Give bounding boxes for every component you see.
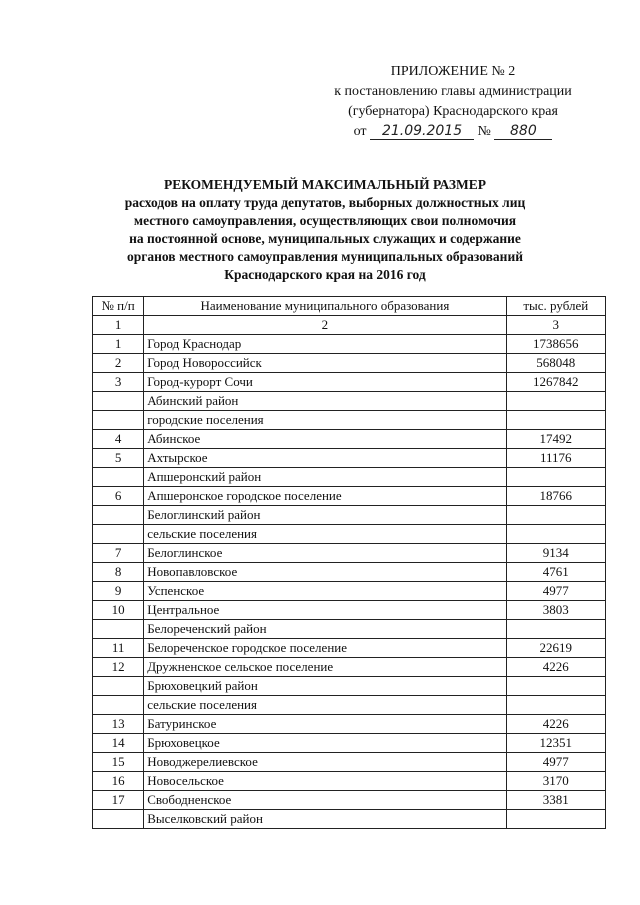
table-row <box>93 639 606 658</box>
municipality-name: Город Краснодар <box>144 335 506 354</box>
amount <box>506 392 605 411</box>
row-number: 4 <box>93 430 144 449</box>
handwritten-number: 880 <box>494 123 552 140</box>
table-row <box>93 810 606 829</box>
amount: 1267842 <box>506 373 605 392</box>
amount: 568048 <box>506 354 605 373</box>
row-number: 9 <box>93 582 144 601</box>
municipality-name: сельские поселения <box>144 525 506 544</box>
amount: 3170 <box>506 772 605 791</box>
row-number: 11 <box>93 639 144 658</box>
table-row <box>93 449 606 468</box>
from-label: от <box>353 124 367 139</box>
municipality-name: сельские поселения <box>144 696 506 715</box>
amount <box>506 677 605 696</box>
amount: 1738656 <box>506 335 605 354</box>
amount: 22619 <box>506 639 605 658</box>
budget-table <box>92 296 606 829</box>
amount <box>506 620 605 639</box>
title-line-6: Краснодарского края на 2016 год <box>224 267 426 282</box>
row-number: 3 <box>93 373 144 392</box>
amount: 4761 <box>506 563 605 582</box>
municipality-name: Город-курорт Сочи <box>144 373 506 392</box>
appendix-title: ПРИЛОЖЕНИЕ № 2 <box>390 64 516 79</box>
table-row <box>93 411 606 430</box>
row-number <box>93 620 144 639</box>
table-row <box>93 753 606 772</box>
amount: 3381 <box>506 791 605 810</box>
row-number <box>93 392 144 411</box>
handwritten-date: 21.09.2015 <box>370 123 474 140</box>
table-row <box>93 354 606 373</box>
row-number: 13 <box>93 715 144 734</box>
table-row <box>93 373 606 392</box>
row-number: 17 <box>93 791 144 810</box>
row-number: 8 <box>93 563 144 582</box>
amount <box>506 468 605 487</box>
municipality-name: Белоглинское <box>144 544 506 563</box>
table-row <box>93 696 606 715</box>
table-row <box>93 715 606 734</box>
title-line-5: органов местного самоуправления муниципальных образований <box>126 249 524 264</box>
title-line-4: на постоянной основе, муниципальных служащих и содержание <box>129 231 521 246</box>
row-number: 16 <box>93 772 144 791</box>
amount: 4977 <box>506 582 605 601</box>
amount <box>506 696 605 715</box>
amount: 3803 <box>506 601 605 620</box>
table-row <box>93 658 606 677</box>
municipality-name: Апшеронское городское поселение <box>144 487 506 506</box>
municipality-name: Абинский район <box>144 392 506 411</box>
amount: 4977 <box>506 753 605 772</box>
amount: 9134 <box>506 544 605 563</box>
number-label: № <box>477 124 491 139</box>
municipality-name: Выселковский район <box>144 810 506 829</box>
municipality-name: Белореченское городское поселение <box>144 639 506 658</box>
row-number <box>93 506 144 525</box>
row-number <box>93 468 144 487</box>
table-row <box>93 620 606 639</box>
appendix-subtitle-2: (губернатора) Краснодарского края <box>348 104 558 119</box>
row-number: 2 <box>93 354 144 373</box>
table-row <box>93 506 606 525</box>
table-row <box>93 601 606 620</box>
row-number: 7 <box>93 544 144 563</box>
municipality-name: Апшеронский район <box>144 468 506 487</box>
table-row <box>93 392 606 411</box>
amount <box>506 506 605 525</box>
column-number: 2 <box>144 316 506 335</box>
municipality-name: Дружненское сельское поселение <box>144 658 506 677</box>
table-row <box>93 335 606 354</box>
row-number: 15 <box>93 753 144 772</box>
table-row <box>93 544 606 563</box>
column-number-row <box>93 316 606 335</box>
table-row <box>93 791 606 810</box>
municipality-name: Центральное <box>144 601 506 620</box>
header-amount: тыс. рублей <box>506 297 605 316</box>
municipality-name: Город Новороссийск <box>144 354 506 373</box>
table-row <box>93 582 606 601</box>
appendix-date-line <box>318 122 588 142</box>
title-line-3: местного самоуправления, осуществляющих свои полномочия <box>133 213 517 228</box>
table-row <box>93 677 606 696</box>
municipality-name: Новоджерелиевское <box>144 753 506 772</box>
row-number: 10 <box>93 601 144 620</box>
municipality-name: Новосельское <box>144 772 506 791</box>
municipality-name: Батуринское <box>144 715 506 734</box>
table-row <box>93 468 606 487</box>
row-number <box>93 696 144 715</box>
amount: 11176 <box>506 449 605 468</box>
municipality-name: Ахтырское <box>144 449 506 468</box>
municipality-name: Брюховецкое <box>144 734 506 753</box>
amount: 17492 <box>506 430 605 449</box>
municipality-name: Брюховецкий район <box>144 677 506 696</box>
table-row <box>93 487 606 506</box>
row-number: 5 <box>93 449 144 468</box>
table-row <box>93 430 606 449</box>
amount: 18766 <box>506 487 605 506</box>
amount: 4226 <box>506 658 605 677</box>
row-number <box>93 525 144 544</box>
title-line-2: расходов на оплату труда депутатов, выборных должностных лиц <box>124 195 526 210</box>
row-number: 12 <box>93 658 144 677</box>
municipality-name: городские поселения <box>144 411 506 430</box>
municipality-name: Свободненское <box>144 791 506 810</box>
table-row <box>93 772 606 791</box>
municipality-name: Новопавловское <box>144 563 506 582</box>
table-header-row <box>93 297 606 316</box>
appendix-subtitle-1: к постановлению главы администрации <box>334 84 572 99</box>
amount <box>506 525 605 544</box>
title-line-1: РЕКОМЕНДУЕМЫЙ МАКСИМАЛЬНЫЙ РАЗМЕР <box>163 177 487 192</box>
column-number: 1 <box>93 316 144 335</box>
row-number <box>93 411 144 430</box>
amount <box>506 810 605 829</box>
column-number: 3 <box>506 316 605 335</box>
municipality-name: Белореченский район <box>144 620 506 639</box>
amount <box>506 411 605 430</box>
municipality-name: Успенское <box>144 582 506 601</box>
municipality-name: Белоглинский район <box>144 506 506 525</box>
amount: 4226 <box>506 715 605 734</box>
row-number <box>93 677 144 696</box>
table-row <box>93 734 606 753</box>
row-number: 1 <box>93 335 144 354</box>
table-body <box>93 335 606 829</box>
row-number: 6 <box>93 487 144 506</box>
amount: 12351 <box>506 734 605 753</box>
appendix-header <box>318 62 588 142</box>
row-number <box>93 810 144 829</box>
table-row <box>93 525 606 544</box>
header-municipality: Наименование муниципального образования <box>144 297 506 316</box>
row-number: 14 <box>93 734 144 753</box>
document-title <box>80 176 570 284</box>
table-row <box>93 563 606 582</box>
header-number: № п/п <box>93 297 144 316</box>
municipality-name: Абинское <box>144 430 506 449</box>
